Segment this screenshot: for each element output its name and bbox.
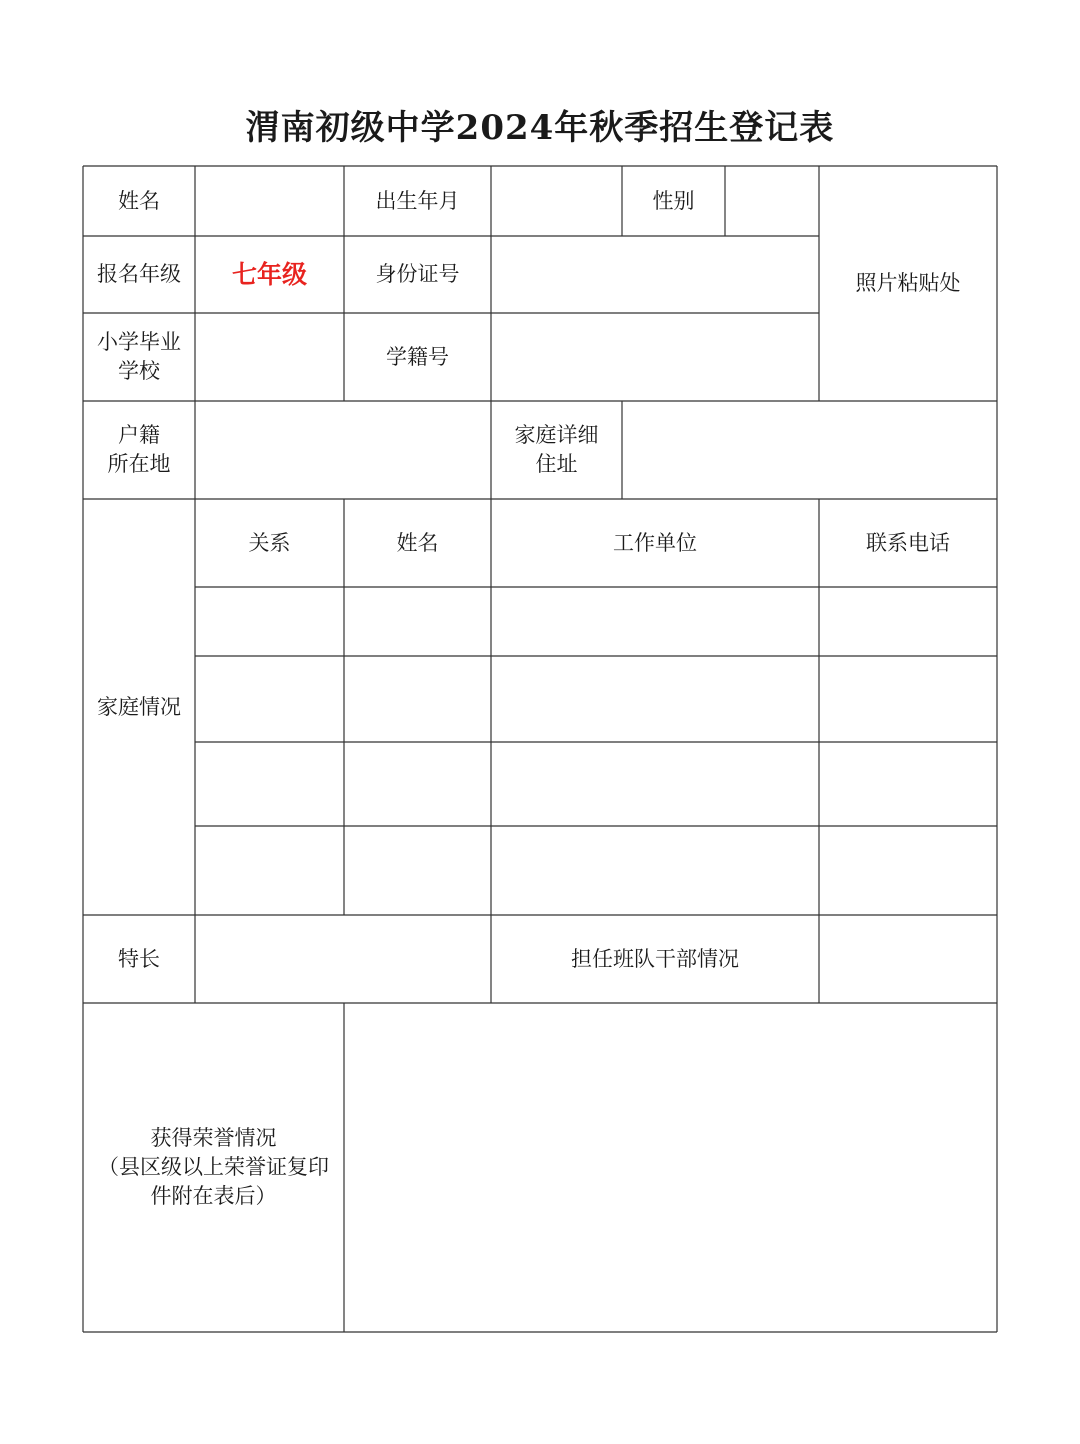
family-row-employer[interactable] xyxy=(491,656,819,742)
specialty-label: 特长 xyxy=(118,946,160,971)
page-title: 渭南初级中学2024年秋季招生登记表 xyxy=(245,108,835,148)
gender-label: 性别 xyxy=(652,188,695,213)
family-row-employer[interactable] xyxy=(491,742,819,826)
honors-field[interactable] xyxy=(344,1003,997,1332)
cadre-field[interactable] xyxy=(819,915,997,1003)
family-label: 家庭情况 xyxy=(97,694,181,719)
student-number-field[interactable] xyxy=(491,313,819,401)
family-row-name[interactable] xyxy=(344,656,491,742)
hukou-field[interactable] xyxy=(195,401,491,499)
family-row-employer[interactable] xyxy=(491,826,819,915)
family-row-name[interactable] xyxy=(344,826,491,915)
family-row-relation[interactable] xyxy=(195,656,344,742)
family-header-phone: 联系电话 xyxy=(866,530,950,555)
primary-school-field[interactable] xyxy=(195,313,344,401)
family-row-name[interactable] xyxy=(344,742,491,826)
grade-label: 报名年级 xyxy=(97,262,181,286)
name-field[interactable] xyxy=(195,166,344,236)
family-header-relation: 关系 xyxy=(248,530,291,555)
honors-label-line3: 件附在表后） xyxy=(150,1184,277,1208)
student-number-label: 学籍号 xyxy=(386,344,449,369)
primary-school-label-line1: 小学毕业 xyxy=(97,330,181,354)
family-row-employer[interactable] xyxy=(491,587,819,656)
primary-school-label-line2: 学校 xyxy=(118,359,160,383)
gender-field[interactable] xyxy=(725,166,819,236)
address-label-line2: 住址 xyxy=(535,452,578,476)
primary-school-label xyxy=(83,313,195,401)
birth-date-label: 出生年月 xyxy=(375,188,460,213)
family-row-name[interactable] xyxy=(344,587,491,656)
address-field[interactable] xyxy=(622,401,997,499)
photo-label: 照片粘贴处 xyxy=(855,271,961,295)
family-row-relation[interactable] xyxy=(195,587,344,656)
honors-label xyxy=(83,1003,344,1332)
birth-date-field[interactable] xyxy=(491,166,622,236)
hukou-label-line1: 户籍 xyxy=(118,423,160,447)
grade-value: 七年级 xyxy=(231,260,307,289)
address-label xyxy=(491,401,622,499)
cadre-label: 担任班队干部情况 xyxy=(571,946,739,971)
family-row-phone[interactable] xyxy=(819,587,997,656)
id-number-field[interactable] xyxy=(491,236,819,313)
specialty-field[interactable] xyxy=(195,915,491,1003)
id-number-label: 身份证号 xyxy=(375,262,460,286)
family-row-relation[interactable] xyxy=(195,826,344,915)
address-label-line1: 家庭详细 xyxy=(514,423,599,447)
hukou-label-line2: 所在地 xyxy=(107,452,171,476)
family-row-phone[interactable] xyxy=(819,656,997,742)
family-row-relation[interactable] xyxy=(195,742,344,826)
family-header-name: 姓名 xyxy=(396,530,439,555)
hukou-label xyxy=(83,401,195,499)
honors-label-line2: （县区级以上荣誉证复印 xyxy=(98,1155,329,1179)
family-row-phone[interactable] xyxy=(819,742,997,826)
photo-area[interactable] xyxy=(819,166,997,401)
family-row-phone[interactable] xyxy=(819,826,997,915)
family-header-employer: 工作单位 xyxy=(613,530,697,555)
honors-label-line1: 获得荣誉情况 xyxy=(150,1126,277,1150)
name-label: 姓名 xyxy=(118,188,160,213)
